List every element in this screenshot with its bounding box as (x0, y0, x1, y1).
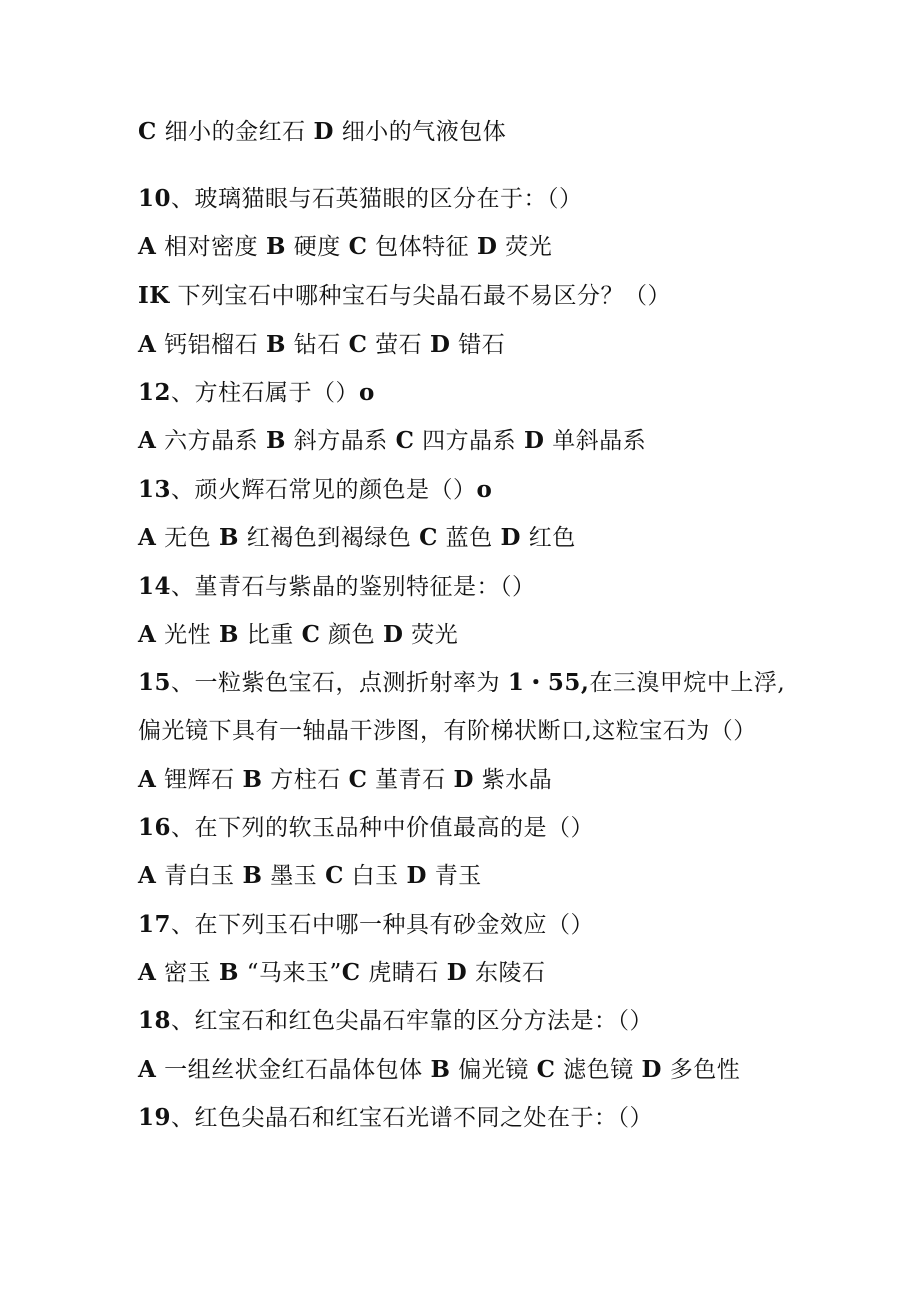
line-text: 方柱石 (262, 767, 349, 793)
bold-marker: B (265, 427, 286, 454)
line-text: 紫水晶 (473, 767, 553, 793)
bold-marker: B (218, 524, 239, 551)
line-text: 、在下列的软玉品种中价值最高的是（） (171, 815, 595, 841)
bold-marker: B (218, 959, 239, 986)
text-line (138, 1103, 653, 1133)
text-line (138, 620, 458, 650)
line-text: 钻石 (285, 332, 349, 358)
text-line (138, 716, 757, 746)
text-line (138, 813, 594, 843)
text-line (138, 475, 492, 505)
bold-marker: D (524, 427, 545, 454)
line-text: 白玉 (343, 863, 407, 889)
bold-marker: C (325, 862, 344, 889)
bold-marker: 16 (138, 814, 172, 841)
line-text: 墨玉 (262, 863, 326, 889)
line-text: 青白玉 (156, 863, 243, 889)
bold-marker: D (453, 766, 474, 793)
line-text: 单斜晶系 (544, 428, 647, 454)
bold-marker: D (477, 233, 498, 260)
line-text: 无色 (156, 525, 219, 551)
bold-marker: B (218, 621, 239, 648)
line-text: 红色 (520, 525, 576, 551)
line-text: 错石 (450, 332, 506, 358)
text-line (138, 910, 594, 940)
line-text: 、顽火辉石常见的颜色是（） (171, 477, 477, 503)
line-text: 荧光 (403, 622, 459, 648)
bold-marker: B (265, 331, 286, 358)
line-text: 、方柱石属于（） (171, 380, 360, 406)
line-text: 六方晶系 (156, 428, 266, 454)
bold-marker: A (138, 524, 157, 551)
bold-marker: B (265, 233, 286, 260)
line-text: “马来玉” (238, 960, 342, 986)
line-text: 一组丝状金红石晶体包体 (156, 1057, 431, 1083)
line-text: 滤色镜 (555, 1057, 642, 1083)
bold-marker: D (313, 118, 334, 145)
line-text: 包体特征 (367, 234, 477, 260)
text-line (138, 523, 576, 553)
line-text: 、红宝石和红色尖晶石牢靠的区分方法是：（） (171, 1008, 654, 1034)
line-text: 红褐色到褐绿色 (238, 525, 420, 551)
bold-marker: 10 (138, 185, 172, 212)
bold-marker: 1・55, (507, 669, 590, 696)
line-text: 青玉 (426, 863, 482, 889)
line-text: 多色性 (661, 1057, 741, 1083)
bold-marker: C (341, 959, 361, 986)
text-line (138, 1006, 653, 1036)
line-text: 颜色 (320, 622, 383, 648)
bold-marker: D (383, 621, 404, 648)
line-text: 、堇青石与紫晶的鉴别特征是：（） (171, 574, 536, 600)
bold-marker: C (138, 118, 157, 145)
text-line (138, 1055, 740, 1085)
bold-marker: A (138, 331, 157, 358)
bold-marker: 12 (138, 379, 172, 406)
bold-marker: o (476, 476, 493, 503)
bold-marker: D (406, 862, 427, 889)
line-text: 斜方晶系 (285, 428, 396, 454)
text-line (138, 232, 552, 262)
line-text: 光性 (156, 622, 219, 648)
bold-marker: D (430, 331, 451, 358)
line-text: 、一粒紫色宝石，点测折射率为 (171, 670, 508, 696)
line-text: 密玉 (156, 960, 219, 986)
bold-marker: 18 (138, 1007, 172, 1034)
bold-marker: A (138, 959, 157, 986)
line-text: 、在下列玉石中哪一种具有砂金效应（） (171, 912, 595, 938)
line-text: 四方晶系 (414, 428, 524, 454)
bold-marker: C (301, 621, 321, 648)
bold-marker: o (359, 379, 375, 406)
text-line (138, 378, 375, 408)
bold-marker: IK (138, 282, 170, 309)
line-text: 细小的金红石 (156, 119, 314, 145)
line-text: 下列宝石中哪种宝石与尖晶石最不易区分？（） (169, 283, 672, 309)
text-line (138, 572, 536, 602)
bold-marker: 17 (138, 911, 172, 938)
bold-marker: 14 (138, 573, 172, 600)
bold-marker: C (536, 1056, 556, 1083)
bold-marker: B (430, 1056, 451, 1083)
line-text: 荧光 (497, 234, 553, 260)
bold-marker: B (242, 766, 263, 793)
text-line (138, 117, 506, 147)
line-text: 虎睛石 (360, 960, 447, 986)
line-text: 相对密度 (156, 234, 266, 260)
text-line (138, 281, 671, 311)
bold-marker: A (138, 1056, 157, 1083)
text-line (138, 184, 583, 214)
text-line (138, 861, 482, 891)
line-text: 蓝色 (437, 525, 501, 551)
bold-marker: 19 (138, 1104, 172, 1131)
line-text: 偏光镜 (450, 1057, 537, 1083)
line-text: 锂辉石 (156, 767, 243, 793)
text-line (138, 958, 545, 988)
line-text: 萤石 (367, 332, 430, 358)
bold-marker: A (138, 233, 157, 260)
bold-marker: A (138, 427, 157, 454)
line-text: 细小的气液包体 (333, 119, 507, 145)
text-line (138, 765, 552, 795)
text-line (138, 668, 785, 698)
text-line (138, 426, 646, 456)
bold-marker: A (138, 862, 157, 889)
bold-marker: C (395, 427, 415, 454)
line-text: 在三溴甲烷中上浮, (589, 670, 786, 696)
line-text: 硬度 (285, 234, 349, 260)
line-text: 比重 (238, 622, 302, 648)
bold-marker: D (500, 524, 521, 551)
line-text: 、玻璃猫眼与石英猫眼的区分在于：（） (171, 186, 583, 212)
text-line (138, 330, 505, 360)
line-text: 偏光镜下具有一轴晶干涉图，有阶梯状断口,这粒宝石为（） (138, 718, 757, 744)
bold-marker: C (348, 233, 368, 260)
line-text: 堇青石 (367, 767, 454, 793)
bold-marker: 15 (138, 669, 172, 696)
bold-marker: 13 (138, 476, 172, 503)
bold-marker: D (641, 1056, 662, 1083)
bold-marker: D (446, 959, 468, 986)
line-text: 、红色尖晶石和红宝石光谱不同之处在于：（） (171, 1105, 654, 1131)
bold-marker: C (348, 331, 368, 358)
bold-marker: C (348, 766, 368, 793)
bold-marker: B (242, 862, 263, 889)
line-text: 东陵石 (467, 960, 546, 986)
bold-marker: A (138, 621, 157, 648)
line-text: 钙铝榴石 (156, 332, 266, 358)
bold-marker: C (419, 524, 438, 551)
bold-marker: A (138, 766, 157, 793)
